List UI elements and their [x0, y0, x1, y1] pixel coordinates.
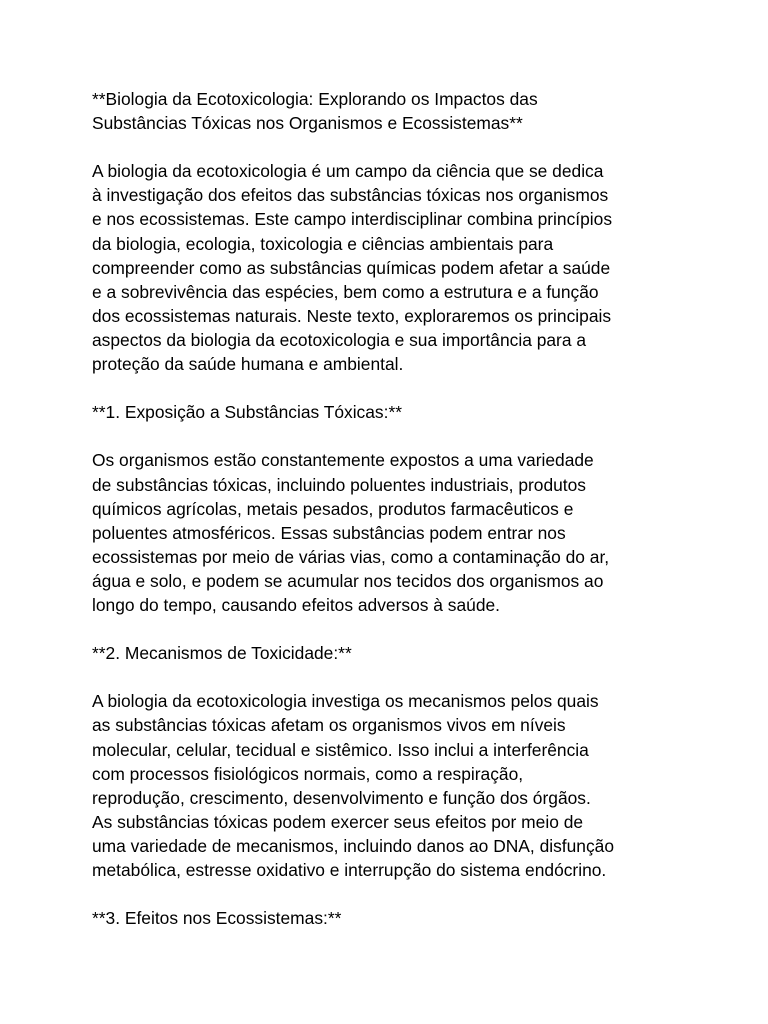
text-line: da biologia, ecologia, toxicologia e ciências ambientais para	[92, 233, 554, 254]
text-line: dos ecossistemas naturais. Neste texto, exploraremos os principais	[92, 305, 612, 326]
paragraph-spacer	[92, 424, 688, 448]
text-line: proteção da saúde humana e ambiental.	[92, 354, 404, 375]
section-heading-1: **1. Exposição a Substâncias Tóxicas:**	[92, 402, 402, 423]
text-line: à investigação dos efeitos das substâncias tóxicas nos organismos	[92, 185, 609, 206]
section-2-paragraph	[92, 689, 688, 882]
section-1-paragraph	[92, 448, 688, 617]
section-heading-3: **3. Efeitos nos Ecossistemas:**	[92, 908, 342, 929]
text-line: e nos ecossistemas. Este campo interdisciplinar combina princípios	[92, 209, 613, 230]
section-heading-2: **2. Mecanismos de Toxicidade:**	[92, 643, 352, 664]
text-line: e a sobrevivência das espécies, bem como a estrutura e a função	[92, 281, 599, 302]
paragraph-spacer	[92, 135, 688, 159]
text-line: A biologia da ecotoxicologia é um campo da ciência que se dedica	[92, 161, 604, 182]
paragraph-spacer	[92, 376, 688, 400]
text-line: aspectos da biologia da ecotoxicologia e sua importância para a	[92, 329, 587, 350]
text-line: de substâncias tóxicas, incluindo poluentes industriais, produtos	[92, 474, 586, 495]
text-line: ecossistemas por meio de várias vias, como a contaminação do ar,	[92, 546, 610, 567]
text-line: químicos agrícolas, metais pesados, produtos farmacêuticos e	[92, 498, 574, 519]
text-line: compreender como as substâncias químicas podem afetar a saúde	[92, 257, 611, 278]
text-line: as substâncias tóxicas afetam os organismos vivos em níveis	[92, 715, 566, 736]
text-line: água e solo, e podem se acumular nos tecidos dos organismos ao	[92, 570, 604, 591]
text-line: As substâncias tóxicas podem exercer seus efeitos por meio de	[92, 811, 584, 832]
text-line: reprodução, crescimento, desenvolvimento e função dos órgãos.	[92, 787, 591, 808]
title-line: Substâncias Tóxicas nos Organismos e Ecossistemas**	[92, 113, 523, 134]
text-line: molecular, celular, tecidual e sistêmico. Isso inclui a interferência	[92, 739, 589, 760]
text-line: A biologia da ecotoxicologia investiga os mecanismos pelos quais	[92, 691, 599, 712]
paragraph-spacer	[92, 617, 688, 641]
text-line: metabólica, estresse oxidativo e interrupção do sistema endócrino.	[92, 860, 607, 880]
paragraph-spacer	[92, 665, 688, 689]
text-line: com processos fisiológicos normais, como a respiração,	[92, 763, 524, 784]
text-line: longo do tempo, causando efeitos adversos à saúde.	[92, 594, 500, 615]
document-title	[92, 87, 688, 135]
text-line: poluentes atmosféricos. Essas substâncias podem entrar nos	[92, 522, 566, 543]
document-body	[92, 87, 688, 930]
text-line: Os organismos estão constantemente expostos a uma variedade	[92, 450, 594, 471]
title-line: **Biologia da Ecotoxicologia: Explorando os Impactos das	[92, 89, 538, 109]
intro-paragraph	[92, 159, 688, 376]
text-line: uma variedade de mecanismos, incluindo danos ao DNA, disfunção	[92, 835, 615, 856]
paragraph-spacer	[92, 882, 688, 906]
